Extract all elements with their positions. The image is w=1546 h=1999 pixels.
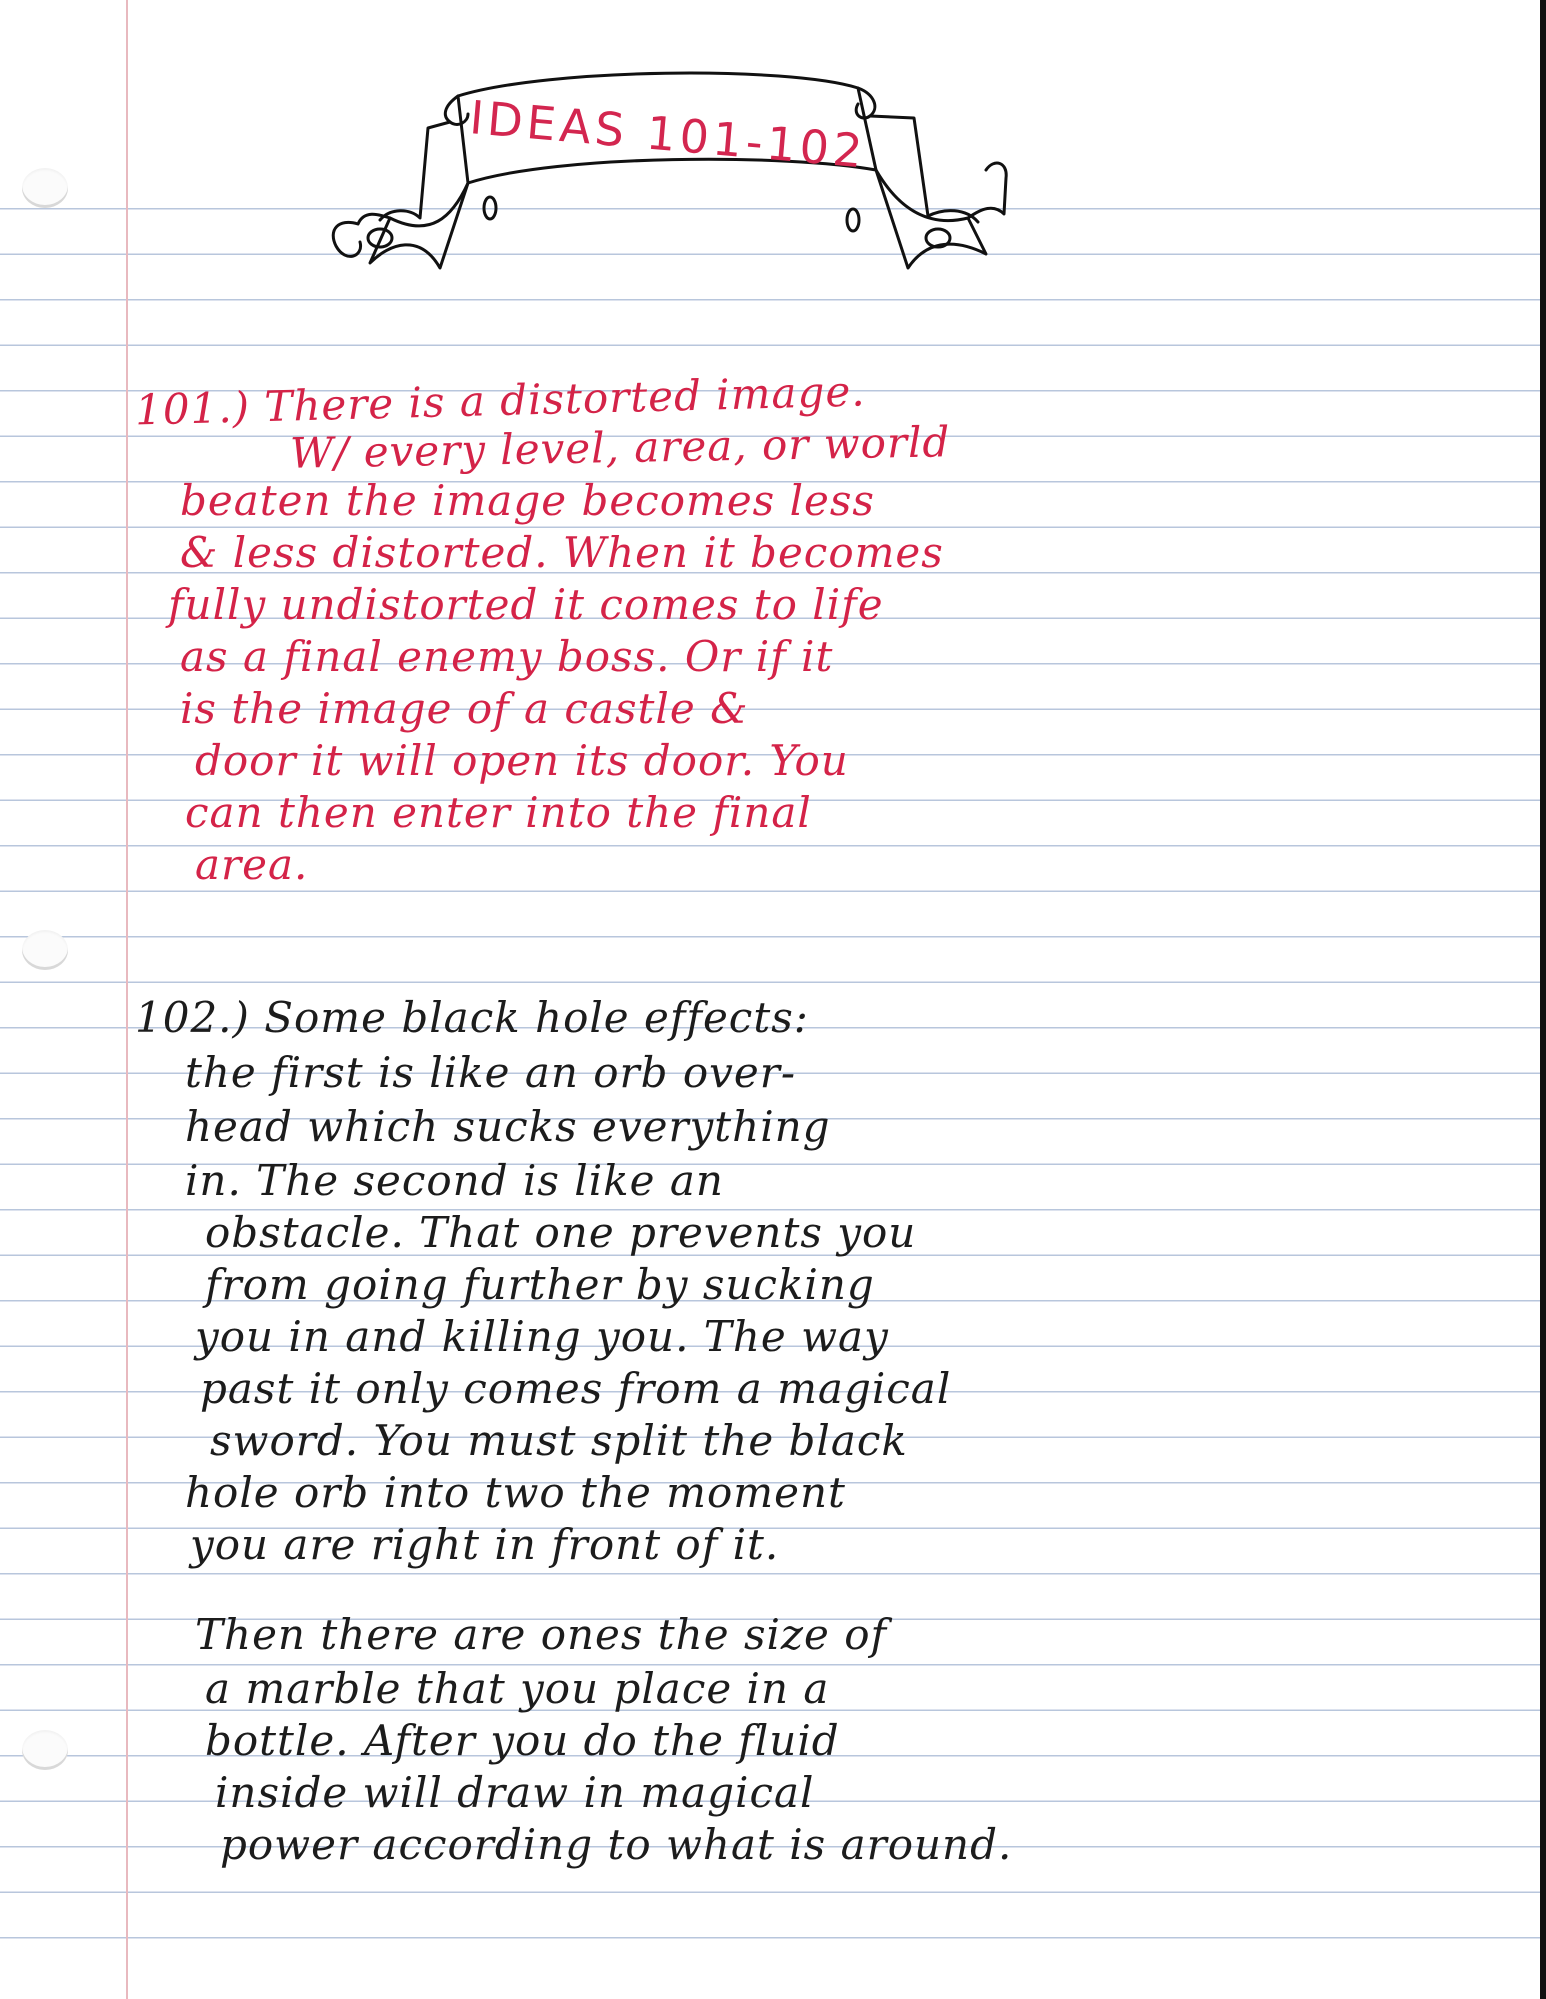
- page-edge-shadow: [1540, 0, 1546, 1999]
- idea-102-line: in. The second is like an: [185, 1156, 724, 1205]
- idea-101-line: fully undistorted it comes to life: [168, 580, 884, 629]
- idea-101-line: W/ every level, area, or world: [289, 417, 951, 478]
- idea-102-line: sword. You must split the black: [210, 1416, 908, 1465]
- idea-102-line: the first is like an orb over-: [185, 1048, 797, 1097]
- idea-101-line: 101.) There is a distorted image.: [134, 366, 867, 435]
- binder-hole-top: [22, 168, 68, 208]
- idea-102-line: past it only comes from a magical: [200, 1364, 952, 1413]
- idea-102-paragraph-line: bottle. After you do the fluid: [205, 1716, 840, 1765]
- idea-101-line: area.: [195, 840, 309, 889]
- idea-101-line: & less distorted. When it becomes: [180, 528, 944, 577]
- binder-hole-bottom: [22, 1730, 68, 1770]
- idea-101-line: is the image of a castle &: [180, 684, 749, 733]
- idea-102-line: obstacle. That one prevents you: [205, 1208, 917, 1257]
- idea-102-line: from going further by sucking: [205, 1260, 875, 1309]
- banner-scroll-drawing: [318, 58, 1038, 288]
- idea-102-paragraph-line: a marble that you place in a: [205, 1664, 830, 1713]
- page-title: IDEAS 101-102: [467, 90, 869, 179]
- idea-102-line: 102.) Some black hole effects:: [135, 993, 809, 1042]
- idea-101-line: door it will open its door. You: [195, 736, 849, 785]
- idea-102-line: head which sucks everything: [185, 1102, 831, 1151]
- idea-101-line: can then enter into the final: [185, 788, 812, 837]
- idea-102-paragraph-line: power according to what is around.: [220, 1820, 1013, 1869]
- idea-102-paragraph-line: inside will draw in magical: [215, 1768, 815, 1817]
- binder-hole-middle: [22, 930, 68, 970]
- idea-101-line: as a final enemy boss. Or if it: [180, 632, 834, 681]
- idea-102-paragraph-line: Then there are ones the size of: [195, 1610, 888, 1659]
- idea-102-line: you are right in front of it.: [190, 1520, 780, 1569]
- idea-102-line: hole orb into two the moment: [185, 1468, 846, 1517]
- idea-101-line: beaten the image becomes less: [180, 476, 875, 525]
- idea-102-line: you in and killing you. The way: [195, 1312, 889, 1361]
